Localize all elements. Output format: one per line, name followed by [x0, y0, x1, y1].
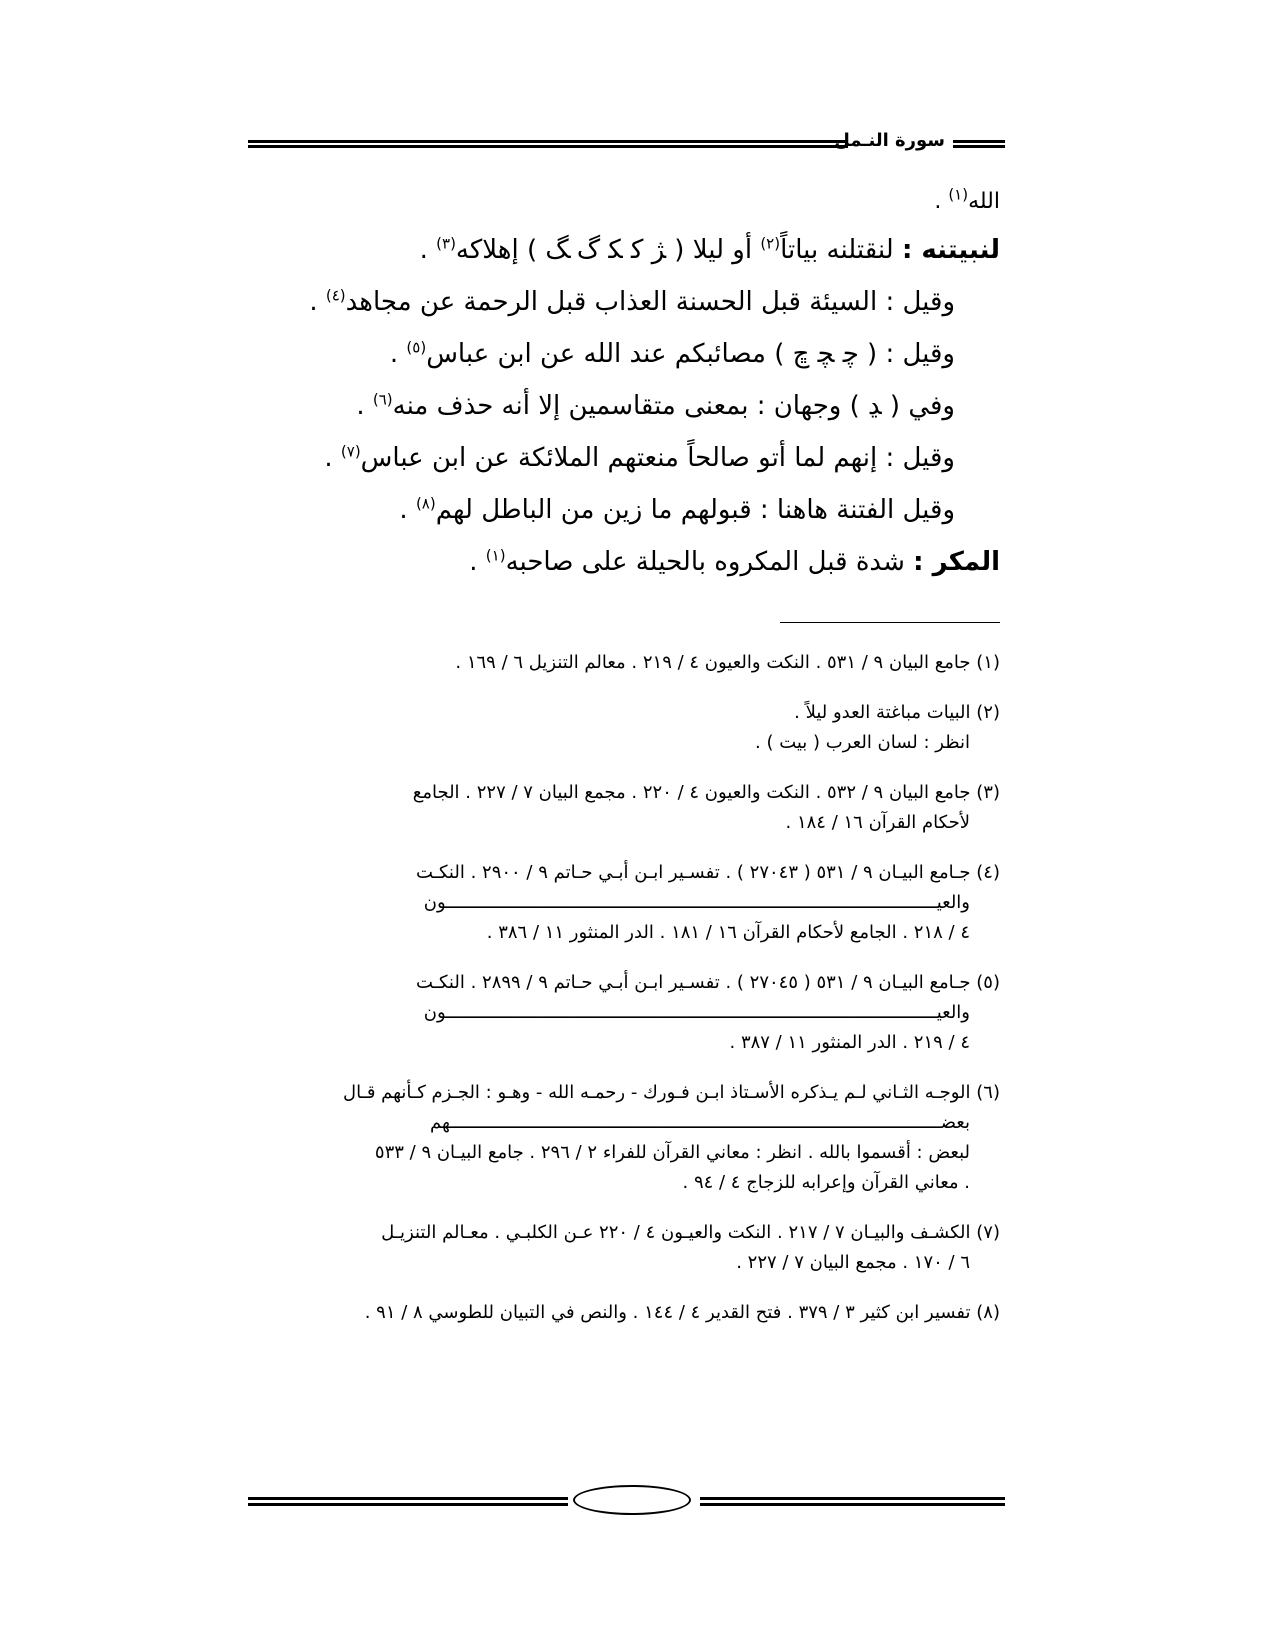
- main-line-4: وقيل : ( ﭼ ﭽ ﭾ ) مصائبكم عند الله عن ابن عباس$^{(٥)}$ .: [389, 338, 955, 369]
- footnote-separator: [780, 622, 1000, 623]
- footnote-ref: (٧): [340, 442, 361, 461]
- main-line-5: وفي ( ﮃ ) وجهان : بمعنى متقاسمين إلا أنه حذف منه$^{(٦)}$ .: [356, 390, 955, 421]
- term-label: لنبيتنه :: [901, 235, 1000, 265]
- footnote-1: (١) جامع البيان ٩ / ٥٣١ . النكت والعيون ٤ / ٢١٩ . معالم التنزيل ٦ / ١٦٩ .: [455, 652, 1000, 673]
- footnote-2: (٢) البيات مباغتة العدو ليلاً . انظر : لسان العرب ( بيت ) .: [755, 702, 1000, 753]
- page-header: [248, 130, 1005, 160]
- footnote-ref: (١): [485, 546, 506, 565]
- main-line-6: وقيل : إنهم لما أتو صالحاً منعتهم الملائكة عن ابن عباس$^{(٧)}$ .: [324, 442, 955, 473]
- footnote-7: (٧) الكشـف والبيـان ٧ / ٢١٧ . النكت والعيـون ٤ / ٢٢٠ عـن الكلبـي . معـالم التنزيـل ٦ / ١٧٠ . مجمع البيان ٧ / ٢٢٧ .: [381, 1222, 1000, 1273]
- footnote-ref: (٥): [406, 338, 427, 357]
- main-line-8: المكر : شدة قبل المكروه بالحيلة على صاحبه$^{(١)}$ .: [469, 546, 1000, 577]
- term-label: المكر :: [913, 547, 1000, 577]
- main-line-3: وقيل : السيئة قبل الحسنة العذاب قبل الرحمة عن مجاهد$^{(٤)}$ .: [309, 286, 955, 317]
- footnote-6: (٦) الوجـه الثـاني لـم يـذكره الأسـتاذ ابـن فـورك - رحمـه الله - وهـو : الجـزم كـأنهم قـال بعضـــــــــــــــــــــــــــــــــــــــــــــــــــــــــــــــــــــــــــــــــــــــــــــهم لبعض : أقسموا بالله . انظر : معاني القرآن للفراء ٢ / ٢٩٦ . جامع البيـان ٩ / ٥٣٣ . معاني القرآن وإعرابه للزجاج ٤ / ٩٤ .: [342, 1082, 1000, 1193]
- footnote-ref: (١): [948, 185, 969, 204]
- footnotes: [248, 648, 1000, 1348]
- surah-title: سورة النـمل: [834, 130, 945, 151]
- footer-rule-right: [700, 1497, 1005, 1506]
- footnote-3: (٣) جامع البيان ٩ / ٥٣٢ . النكت والعيون ٤ / ٢٢٠ . مجمع البيان ٧ / ٢٢٧ . الجامع لأحكام القرآن ١٦ / ١٨٤ .: [412, 782, 1000, 833]
- footnote-ref: (٦): [372, 390, 393, 409]
- header-rule-left: [248, 140, 848, 148]
- main-text: [248, 180, 1000, 588]
- footnote-4: (٤) جـامع البيـان ٩ / ٥٣١ ( ٢٧٠٤٣ ) . تفسـير ابـن أبـي حـاتم ٩ / ٢٩٠٠ . النكـت والعيـــــــــــــــــــــــــــــــــــــــــــــــــــــــــــــــــــــــــــــــــــــــــــــون ٤ / ٢١٨ . الجامع لأحكام القرآن ١٦ / ١٨١ . الدر المنثور ١١ / ٣٨٦ .: [416, 862, 1000, 943]
- footnote-ref: (٤): [325, 286, 346, 305]
- footnote-ref: (٢): [760, 234, 781, 253]
- page-footer: [248, 1485, 1005, 1521]
- main-line-2: لنبيتنه : لنقتلنه بياتاً$^{(٢)}$ أو ليلا ( ﮋ ﮐ ﮑ ﮒ ﮓ ) إهلاكه$^{(٣)}$ .: [419, 234, 1000, 265]
- footer-rule-left: [248, 1497, 568, 1506]
- footnote-ref: (٨): [415, 494, 436, 513]
- footnote-ref: (٣): [436, 234, 456, 253]
- footnote-8: (٨) تفسير ابن كثير ٣ / ٣٧٩ . فتح القدير ٤ / ١٤٤ . والنص في التبيان للطوسي ٨ / ٩١ .: [364, 1302, 1000, 1323]
- main-line-7: وقيل الفتنة هاهنا : قبولهم ما زين من الباطل لهم$^{(٨)}$ .: [399, 494, 955, 525]
- page-number-oval: [573, 1485, 691, 1515]
- main-line-1: الله$^{(١)}$ .: [934, 185, 1000, 214]
- footnote-5: (٥) جـامع البيـان ٩ / ٥٣١ ( ٢٧٠٤٥ ) . تفسـير ابـن أبـي حـاتم ٩ / ٢٨٩٩ . النكـت والعيـــــــــــــــــــــــــــــــــــــــــــــــــــــــــــــــــــــــــــــــــــــــــــــون ٤ / ٢١٩ . الدر المنثور ١١ / ٣٨٧ .: [416, 972, 1000, 1053]
- header-rule-right: [953, 140, 1005, 148]
